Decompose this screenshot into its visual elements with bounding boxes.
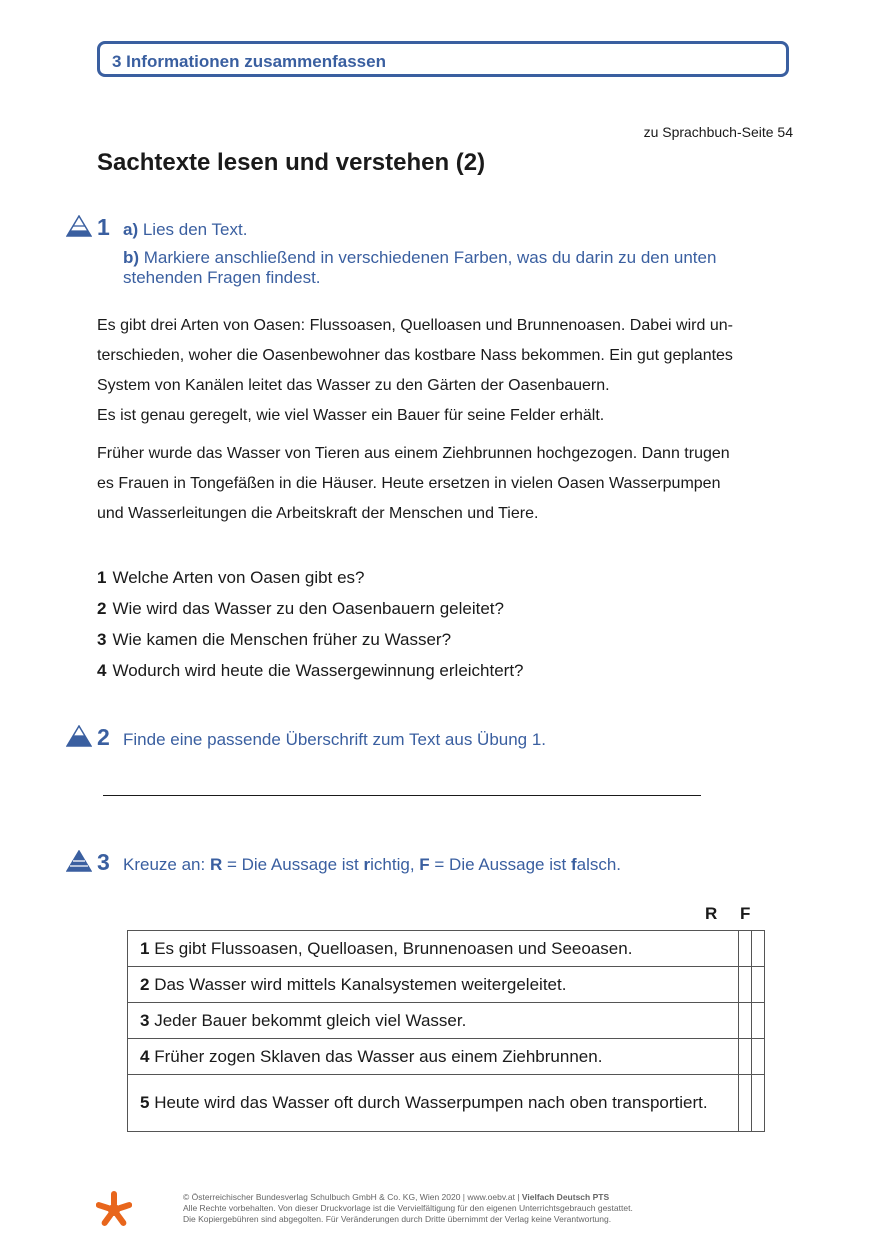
exercise-3-number: 3 bbox=[97, 849, 110, 875]
checkbox-f[interactable] bbox=[752, 1039, 765, 1075]
level-pyramid-icon bbox=[66, 725, 92, 747]
question-item: 3 Wie kamen die Menschen früher zu Wasser? bbox=[97, 630, 452, 649]
statement-cell: 1 Es gibt Flussoasen, Quelloasen, Brunnenoasen und Seeoasen. bbox=[128, 931, 739, 967]
oebv-star-logo-icon bbox=[96, 1190, 132, 1230]
exercise-2-number: 2 bbox=[97, 724, 110, 750]
checkbox-r[interactable] bbox=[739, 967, 752, 1003]
table-row bbox=[128, 1075, 765, 1132]
exercise-1-instruction-b: b) Markiere anschließend in verschiedenen Farben, was du darin zu den unten stehenden Fragen findest. bbox=[123, 248, 717, 287]
column-header-f: F bbox=[740, 904, 751, 923]
checkbox-f[interactable] bbox=[752, 931, 765, 967]
statement-cell: 5 Heute wird das Wasser oft durch Wasserpumpen nach oben transportiert. bbox=[128, 1075, 739, 1132]
statement-cell: 4 Früher zogen Sklaven das Wasser aus einem Ziehbrunnen. bbox=[128, 1039, 739, 1075]
checkbox-f[interactable] bbox=[752, 1075, 765, 1132]
table-row bbox=[128, 931, 765, 967]
exercise-3-instruction: Kreuze an: R = Die Aussage ist richtig, F = Die Aussage ist falsch. bbox=[123, 855, 622, 874]
answer-line[interactable] bbox=[103, 795, 701, 796]
question-item: 4 Wodurch wird heute die Wassergewinnung erleichtert? bbox=[97, 661, 524, 680]
exercise-1-number: 1 bbox=[97, 214, 110, 240]
exercise-2-instruction: Finde eine passende Überschrift zum Text aus Übung 1. bbox=[123, 730, 547, 749]
level-pyramid-icon bbox=[66, 215, 92, 237]
column-header-r: R bbox=[705, 904, 718, 923]
checkbox-f[interactable] bbox=[752, 967, 765, 1003]
checkbox-r[interactable] bbox=[739, 931, 752, 967]
chapter-title: 3 Informationen zusammenfassen bbox=[112, 52, 386, 71]
checkbox-r[interactable] bbox=[739, 1075, 752, 1132]
checkbox-r[interactable] bbox=[739, 1039, 752, 1075]
reading-text-paragraph-1: Es gibt drei Arten von Oasen: Flussoasen, Quelloasen und Brunnenoasen. Dabei wird un- terschieden, woher die Oasenbewohner das kostbare Nass bekommen. Ein gut geplantes System von Kanälen leitet das Wasser zu den Gärten der Oasenbauern. Es ist genau geregelt, wie viel Wasser ein Bauer für seine Felder erhält. bbox=[97, 317, 733, 424]
table-row bbox=[128, 1003, 765, 1039]
table-row bbox=[128, 967, 765, 1003]
reading-text-paragraph-2: Früher wurde das Wasser von Tieren aus einem Ziehbrunnen hochgezogen. Dann trugen es Frauen in Tongefäßen in die Häuser. Heute ersetzen in vielen Oasen Wasserpumpen und Wasserleitungen die Arbeitskraft der Menschen und Tiere. bbox=[97, 445, 730, 522]
level-pyramid-icon bbox=[66, 850, 92, 872]
page-reference: zu Sprachbuch-Seite 54 bbox=[643, 124, 793, 140]
true-false-table bbox=[127, 930, 765, 1132]
question-list bbox=[97, 562, 524, 686]
exercise-1-instruction-a: a) Lies den Text. bbox=[123, 220, 248, 239]
page-title: Sachtexte lesen und verstehen (2) bbox=[97, 149, 486, 176]
checkbox-f[interactable] bbox=[752, 1003, 765, 1039]
question-item: 1 Welche Arten von Oasen gibt es? bbox=[97, 568, 365, 587]
statement-cell: 2 Das Wasser wird mittels Kanalsystemen weitergeleitet. bbox=[128, 967, 739, 1003]
footer-copyright: © Österreichischer Bundesverlag Schulbuch GmbH & Co. KG, Wien 2020 | www.oebv.at | Vielfach Deutsch PTS Alle Rechte vorbehalten. Von dieser Druckvorlage ist die Vervielfältigung für den eigenen Unterrichtsgebrauch gestattet. Die Kopiergebühren sind abgegolten. Für Veränderungen durch Dritte übernimmt der Verlag keine Verantwortung. bbox=[183, 1192, 633, 1224]
question-item: 2 Wie wird das Wasser zu den Oasenbauern geleitet? bbox=[97, 599, 504, 618]
checkbox-r[interactable] bbox=[739, 1003, 752, 1039]
statement-cell: 3 Jeder Bauer bekommt gleich viel Wasser. bbox=[128, 1003, 739, 1039]
table-row bbox=[128, 1039, 765, 1075]
